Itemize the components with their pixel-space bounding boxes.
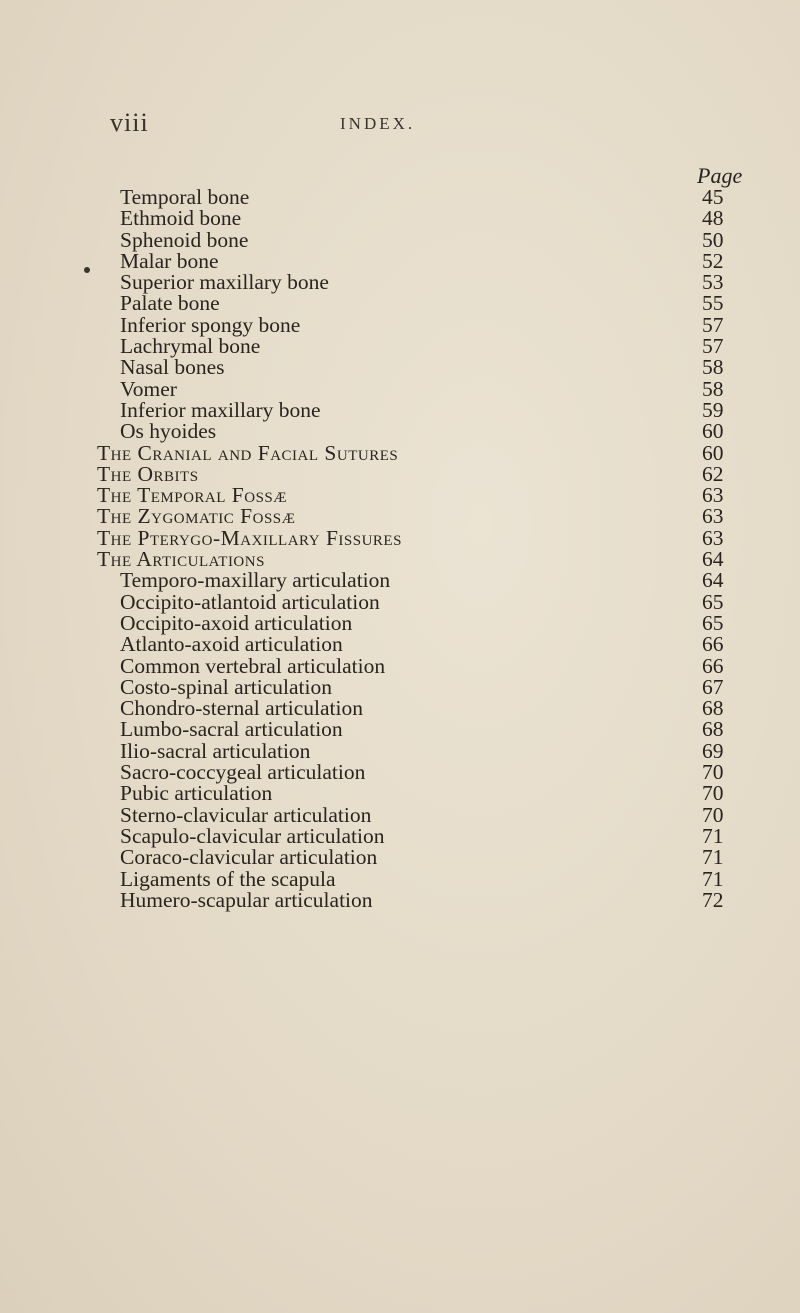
index-entry	[0, 272, 800, 293]
index-entry-page: 63	[702, 525, 724, 550]
index-entry-title: The Pterygo-Maxillary Fissures	[97, 525, 402, 550]
index-entry-page: 63	[702, 483, 724, 508]
index-entry	[0, 823, 800, 848]
index-entry	[0, 698, 800, 719]
index-entry-title: The Articulations	[97, 547, 265, 572]
index-entry	[0, 187, 800, 208]
index-entry-title: The Temporal Fossæ	[97, 483, 288, 508]
index-entry-page: 64	[702, 547, 724, 572]
index-entry	[0, 549, 800, 570]
index-entry	[0, 357, 800, 378]
index-entry-title: Palate bone	[120, 291, 220, 316]
index-entry	[0, 570, 800, 591]
running-head: INDEX.	[340, 114, 416, 133]
index-entry-page: 71	[702, 845, 724, 870]
index-entry	[0, 312, 800, 337]
index-entry-title: Superior maxillary bone	[120, 270, 329, 295]
index-entry-title: Temporal bone	[120, 185, 250, 209]
index-entry-title: Temporo-maxillary articulation	[120, 568, 391, 593]
index-entry	[0, 610, 800, 635]
index-entry-title: Scapulo-clavicular articulation	[120, 823, 385, 848]
index-entry	[0, 506, 800, 527]
index-entry	[0, 461, 800, 486]
index-entry-page: 50	[702, 227, 724, 252]
index-entry-title: Lachrymal bone	[120, 334, 261, 359]
index-entry-title: Malar bone	[120, 248, 219, 273]
index-entry-title: Ligaments of the scapula	[120, 866, 336, 891]
index-entry-title: Nasal bones	[120, 355, 225, 380]
page-column-label: Page	[697, 163, 743, 188]
page-number: viii	[110, 108, 149, 137]
index-entry	[0, 738, 800, 763]
index-entry-title: Costo-spinal articulation	[120, 674, 332, 699]
index-entry-title: Vomer	[120, 376, 177, 401]
index-entry-page: 62	[702, 461, 724, 486]
page-header	[0, 108, 800, 138]
index-entry-page: 70	[702, 760, 724, 785]
index-entry	[0, 397, 800, 422]
index-list	[0, 187, 800, 911]
index-entry-title: Ilio-sacral articulation	[120, 738, 311, 763]
index-entry-page: 65	[702, 610, 724, 635]
index-entry	[0, 866, 800, 891]
index-entry-page: 55	[702, 291, 724, 316]
index-entry-page: 60	[702, 419, 724, 444]
index-entry-page: 45	[702, 185, 724, 209]
index-entry-title: Os hyoides	[120, 419, 217, 444]
index-entry-title: Coraco-clavicular articulation	[120, 845, 378, 870]
index-entry-title: Ethmoid bone	[120, 206, 242, 231]
index-entry	[0, 485, 800, 506]
index-entry-title: Occipito-axoid articulation	[120, 610, 353, 635]
index-entry-title: Inferior spongy bone	[120, 312, 301, 337]
index-entry-title: The Cranial and Facial Sutures	[97, 440, 399, 465]
index-entry-page: 66	[702, 632, 724, 657]
index-entry	[0, 762, 800, 783]
index-entry-page: 57	[702, 334, 724, 359]
index-entry-title: The Zygomatic Fossæ	[97, 504, 296, 529]
index-entry-title: Occipito-atlantoid articulation	[120, 589, 380, 614]
index-entry	[0, 634, 800, 655]
index-entry	[0, 208, 800, 229]
index-entry	[0, 525, 800, 550]
index-entry	[0, 248, 800, 273]
index-entry-page: 70	[702, 802, 724, 827]
index-entry-page: 52	[702, 248, 724, 273]
index-entry-title: Chondro-sternal articulation	[120, 696, 363, 721]
index-entry	[0, 376, 800, 401]
index-entry-title: Lumbo-sacral articulation	[120, 717, 343, 742]
index-entry	[0, 674, 800, 699]
index-entry-page: 63	[702, 504, 724, 529]
index-entry-page: 57	[702, 312, 724, 337]
index-entry-page: 72	[702, 887, 724, 912]
index-entry-title: Inferior maxillary bone	[120, 397, 321, 422]
index-entry-page: 58	[702, 355, 724, 380]
index-entry-page: 71	[702, 866, 724, 891]
index-entry-page: 71	[702, 823, 724, 848]
index-entry-page: 67	[702, 674, 724, 699]
index-entry	[0, 421, 800, 442]
index-entry	[0, 293, 800, 314]
index-entry	[0, 440, 800, 465]
index-entry-title: Sacro-coccygeal articulation	[120, 760, 366, 785]
index-entry-page: 66	[702, 653, 724, 678]
index-entry-title: Sterno-clavicular articulation	[120, 802, 372, 827]
index-entry	[0, 847, 800, 868]
index-entry	[0, 653, 800, 678]
index-entry-page: 53	[702, 270, 724, 295]
index-entry-title: The Orbits	[97, 461, 199, 486]
index-entry	[0, 802, 800, 827]
index-entry	[0, 589, 800, 614]
index-entry	[0, 783, 800, 804]
index-entry-page: 70	[702, 781, 724, 806]
index-entry-title: Common vertebral articulation	[120, 653, 386, 678]
index-entry-title: Humero-scapular articulation	[120, 887, 373, 912]
index-entry-page: 68	[702, 696, 724, 721]
index-entry-title: Sphenoid bone	[120, 227, 249, 252]
index-entry	[0, 887, 800, 912]
index-entry-title: Pubic articulation	[120, 781, 273, 806]
index-entry-page: 69	[702, 738, 724, 763]
index-entry	[0, 719, 800, 740]
index-entry-page: 64	[702, 568, 724, 593]
index-entry-page: 65	[702, 589, 724, 614]
index-entry-page: 59	[702, 397, 724, 422]
index-entry	[0, 336, 800, 357]
index-entry-page: 58	[702, 376, 724, 401]
index-entry-page: 68	[702, 717, 724, 742]
index-entry-page: 48	[702, 206, 724, 231]
index-entry-page: 60	[702, 440, 724, 465]
index-entry-title: Atlanto-axoid articulation	[120, 632, 343, 657]
index-entry	[0, 227, 800, 252]
